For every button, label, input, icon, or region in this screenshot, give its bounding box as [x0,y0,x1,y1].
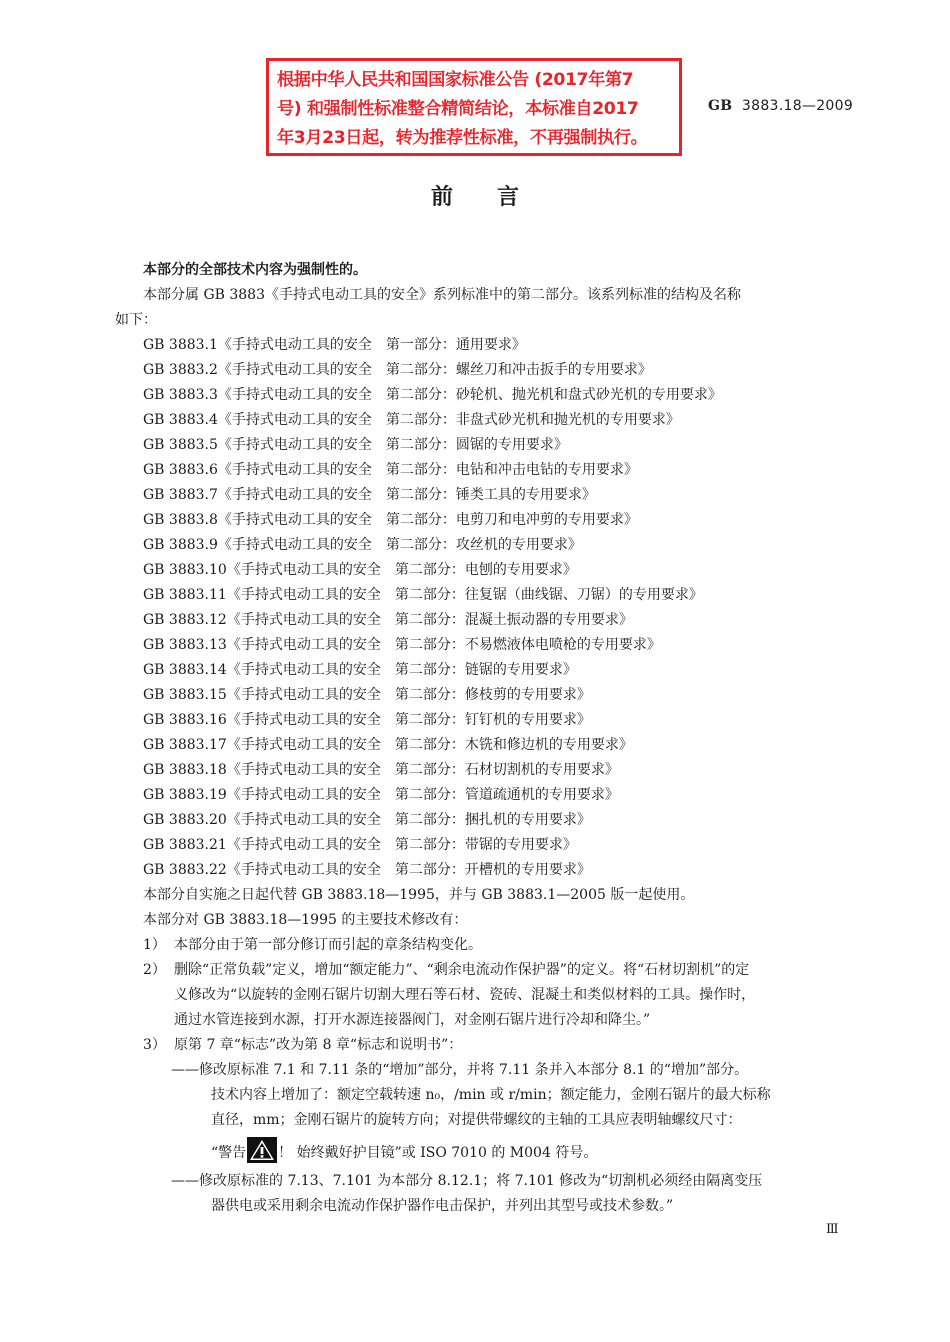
series-part: 第二部分：往复锯（曲线锯、刀锯）的专用要求》 [394,587,703,603]
series-list-item [115,733,850,758]
series-list-item [115,708,850,733]
change-item-2 [115,958,850,1033]
series-part: 第一部分：通用要求》 [385,337,526,353]
series-list-item [115,383,850,408]
series-code: GB 3883.12 [143,612,227,628]
series-code: GB 3883.2 [143,362,218,378]
standard-prefix: GB [708,98,733,114]
series-title: 《手持式电动工具的安全 [226,587,381,603]
series-part: 第二部分：锤类工具的专用要求》 [385,487,596,503]
change-item-3 [115,1033,850,1058]
series-code: GB 3883.16 [143,712,227,728]
change-2-line-3: 通过水管连接到水源，打开水源连接器阀门，对金刚石锯片进行冷却和降尘。” [174,1012,651,1028]
series-list-item [115,833,850,858]
series-code: GB 3883.19 [143,787,227,803]
series-part: 第二部分：混凝土振动器的专用要求》 [394,612,633,628]
series-code: GB 3883.1 [143,337,218,353]
sub-change-2-line-1: ——修改原标准的 7.13、7.101 为本部分 8.12.1；将 7.101 修改为“切割机必须经由隔离变压 [171,1173,763,1189]
series-code: GB 3883.7 [143,487,218,503]
series-part: 第二部分：电剪刀和电冲剪的专用要求》 [385,512,638,528]
sub-change-1-line-2: 技术内容上增加了：额定空载转速 n₀，/min 或 r/min；额定能力，金刚石锯片的最大标称 [211,1087,771,1103]
series-list-item [115,533,850,558]
series-code: GB 3883.18 [143,762,227,778]
series-part: 第二部分：螺丝刀和冲击扳手的专用要求》 [385,362,652,378]
series-list-item [115,633,850,658]
series-list-item [115,808,850,833]
change-2-line-2: 义修改为“以旋转的金刚石锯片切割大理石等石材、瓷砖、混凝土和类似材料的工具。操作时， [174,987,756,1003]
series-part: 第二部分：不易燃液体电喷枪的专用要求》 [394,637,661,653]
standard-number: 3883.18—2009 [741,98,854,114]
series-title: 《手持式电动工具的安全 [226,562,381,578]
series-part: 第二部分：非盘式砂光机和抛光机的专用要求》 [385,412,680,428]
foreword-body [115,258,850,1219]
series-code: GB 3883.21 [143,837,227,853]
series-list-item [115,508,850,533]
series-list-item [115,858,850,883]
sub-change-1-line-3: 直径，mm；金刚石锯片的旋转方向；对提供带螺纹的主轴的工具应表明轴螺纹尺寸： [211,1112,742,1128]
series-title: 《手持式电动工具的安全 [217,337,372,353]
series-title: 《手持式电动工具的安全 [226,837,381,853]
warning-triangle-icon [247,1137,277,1163]
series-list-item [115,608,850,633]
series-title: 《手持式电动工具的安全 [217,412,372,428]
series-part: 第二部分：修枝剪的专用要求》 [394,687,591,703]
series-list-item [115,408,850,433]
notice-line-3: 年3月23日起，转为推荐性标准，不再强制执行。 [277,128,648,148]
series-title: 《手持式电动工具的安全 [217,487,372,503]
series-title: 《手持式电动工具的安全 [226,687,381,703]
series-code: GB 3883.17 [143,737,227,753]
warning-suffix: ！ 始终戴好护目镜”或 ISO 7010 的 M004 符号。 [278,1145,598,1161]
series-title: 《手持式电动工具的安全 [226,787,381,803]
series-list [115,333,850,883]
series-part: 第二部分：攻丝机的专用要求》 [385,537,582,553]
change-item-1 [115,933,850,958]
series-title: 《手持式电动工具的安全 [226,737,381,753]
series-title: 《手持式电动工具的安全 [226,637,381,653]
page-title: 前言 [430,185,563,210]
series-title: 《手持式电动工具的安全 [217,362,372,378]
series-part: 第二部分：木铣和修边机的专用要求》 [394,737,633,753]
series-intro-line-2: 如下： [115,312,157,328]
series-part: 第二部分：管道疏通机的专用要求》 [394,787,619,803]
series-code: GB 3883.15 [143,687,227,703]
series-list-item [115,583,850,608]
series-title: 《手持式电动工具的安全 [226,612,381,628]
series-list-item [115,658,850,683]
changes-intro: 本部分对 GB 3883.18—1995 的主要技术修改有： [143,912,468,928]
change-number: 1） [143,937,166,953]
page-number: Ⅲ [826,1222,839,1237]
series-code: GB 3883.11 [143,587,227,603]
series-list-item [115,558,850,583]
series-list-item [115,333,850,358]
series-part: 第二部分：捆扎机的专用要求》 [394,812,591,828]
change-text: 原第 7 章“标志”改为第 8 章“标志和说明书”： [174,1037,463,1053]
series-code: GB 3883.22 [143,862,227,878]
series-code: GB 3883.5 [143,437,218,453]
series-intro-line-1: 本部分属 GB 3883《手持式电动工具的安全》系列标准中的第二部分。该系列标准的结构及名称 [143,287,741,303]
sub-change-1-line-1: ——修改原标准 7.1 和 7.11 条的“增加”部分，并将 7.11 条并入本部分 8.1 的“增加”部分。 [171,1062,749,1078]
series-part: 第二部分：电刨的专用要求》 [394,562,577,578]
series-title: 《手持式电动工具的安全 [217,512,372,528]
series-code: GB 3883.4 [143,412,218,428]
change-number: 3） [143,1037,166,1053]
series-title: 《手持式电动工具的安全 [217,387,372,403]
sub-change-2-line-2: 器供电或采用剩余电流动作保护器作电击保护，并列出其型号或技术参数。” [211,1198,674,1214]
sub-change-1 [115,1058,850,1169]
series-list-item [115,433,850,458]
series-title: 《手持式电动工具的安全 [217,462,372,478]
series-list-item [115,683,850,708]
sub-change-2 [115,1169,850,1219]
series-title: 《手持式电动工具的安全 [226,762,381,778]
series-part: 第二部分：电钻和冲击电钻的专用要求》 [385,462,638,478]
series-code: GB 3883.20 [143,812,227,828]
warning-prefix: “警告 [211,1145,247,1161]
series-part: 第二部分：钉钉机的专用要求》 [394,712,591,728]
series-code: GB 3883.6 [143,462,218,478]
series-code: GB 3883.8 [143,512,218,528]
change-number: 2） [143,962,166,978]
series-code: GB 3883.3 [143,387,218,403]
series-code: GB 3883.10 [143,562,227,578]
series-title: 《手持式电动工具的安全 [217,537,372,553]
notice-line-1: 根据中华人民共和国国家标准公告 (2017年第7 [277,70,634,90]
replace-statement: 本部分自实施之日起代替 GB 3883.18—1995，并与 GB 3883.1—2005 版一起使用。 [143,887,695,903]
series-title: 《手持式电动工具的安全 [217,437,372,453]
series-part: 第二部分：带锯的专用要求》 [394,837,577,853]
series-part: 第二部分：链锯的专用要求》 [394,662,577,678]
series-part: 第二部分：砂轮机、抛光机和盘式砂光机的专用要求》 [385,387,722,403]
series-title: 《手持式电动工具的安全 [226,662,381,678]
series-part: 第二部分：圆锯的专用要求》 [385,437,568,453]
mandatory-statement: 本部分的全部技术内容为强制性的。 [143,262,367,278]
series-list-item [115,358,850,383]
series-title: 《手持式电动工具的安全 [226,712,381,728]
warning-statement [143,1133,850,1169]
series-list-item [115,758,850,783]
change-2-line-1: 删除“正常负载”定义，增加“额定能力”、“剩余电流动作保护器”的定义。将“石材切割机”的定 [174,962,750,978]
series-part: 第二部分：开槽机的专用要求》 [394,862,591,878]
change-text: 本部分由于第一部分修订而引起的章条结构变化。 [174,937,482,953]
series-title: 《手持式电动工具的安全 [226,812,381,828]
standard-code [708,98,853,114]
series-list-item [115,783,850,808]
series-list-item [115,483,850,508]
series-code: GB 3883.14 [143,662,227,678]
series-code: GB 3883.9 [143,537,218,553]
notice-line-2: 号) 和强制性标准整合精简结论，本标准自2017 [277,99,639,119]
repeal-notice-box [266,58,682,156]
series-title: 《手持式电动工具的安全 [226,862,381,878]
series-code: GB 3883.13 [143,637,227,653]
series-part: 第二部分：石材切割机的专用要求》 [394,762,619,778]
series-list-item [115,458,850,483]
